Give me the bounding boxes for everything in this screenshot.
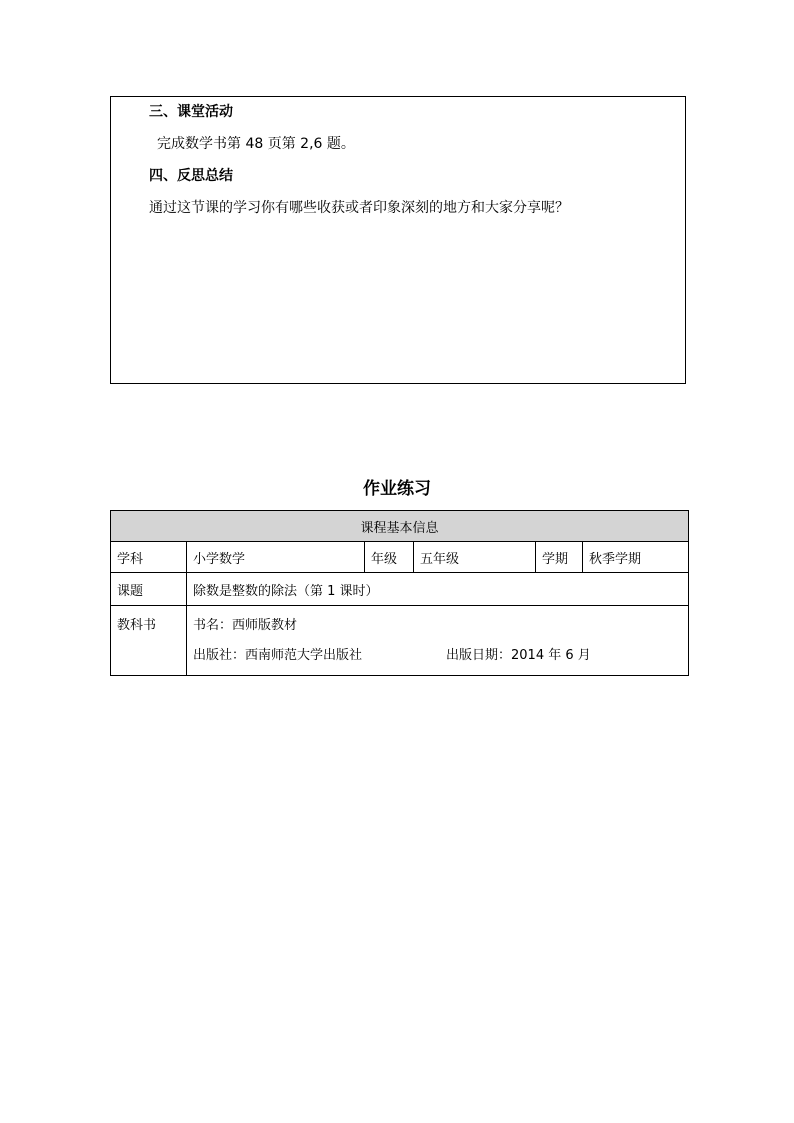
table-row <box>111 573 689 606</box>
reflection-text: 通过这节课的学习你有哪些收获或者印象深刻的地方和大家分享呢？ <box>149 200 569 216</box>
table-row <box>111 542 689 573</box>
grade-label: 年级 <box>365 542 414 573</box>
table-header-row <box>111 511 689 542</box>
reflection-heading: 四、反思总结 <box>149 168 233 184</box>
publisher-line <box>193 647 688 665</box>
subject-value: 小学数学 <box>187 542 365 573</box>
textbook-label: 教科书 <box>111 606 187 676</box>
publisher: 出版社：西南师范大学出版社 <box>193 647 363 663</box>
homework-title: 作业练习 <box>363 479 431 499</box>
lesson-plan-box <box>110 96 686 384</box>
textbook-info <box>187 606 689 676</box>
activity-text: 完成数学书第 48 页第 2,6 题。 <box>157 136 355 152</box>
activity-heading: 三、课堂活动 <box>149 104 233 120</box>
table-header: 课程基本信息 <box>111 511 689 542</box>
topic-label: 课题 <box>111 573 187 606</box>
grade-value: 五年级 <box>414 542 536 573</box>
term-label: 学期 <box>536 542 583 573</box>
subject-label: 学科 <box>111 542 187 573</box>
term-value: 秋季学期 <box>583 542 689 573</box>
topic-value: 除数是整数的除法（第 1 课时） <box>187 573 689 606</box>
book-name: 书名：西师版教材 <box>193 617 298 633</box>
course-info-table <box>110 510 689 676</box>
publication-date: 出版日期：2014 年 6 月 <box>446 647 591 663</box>
table-row <box>111 606 689 676</box>
